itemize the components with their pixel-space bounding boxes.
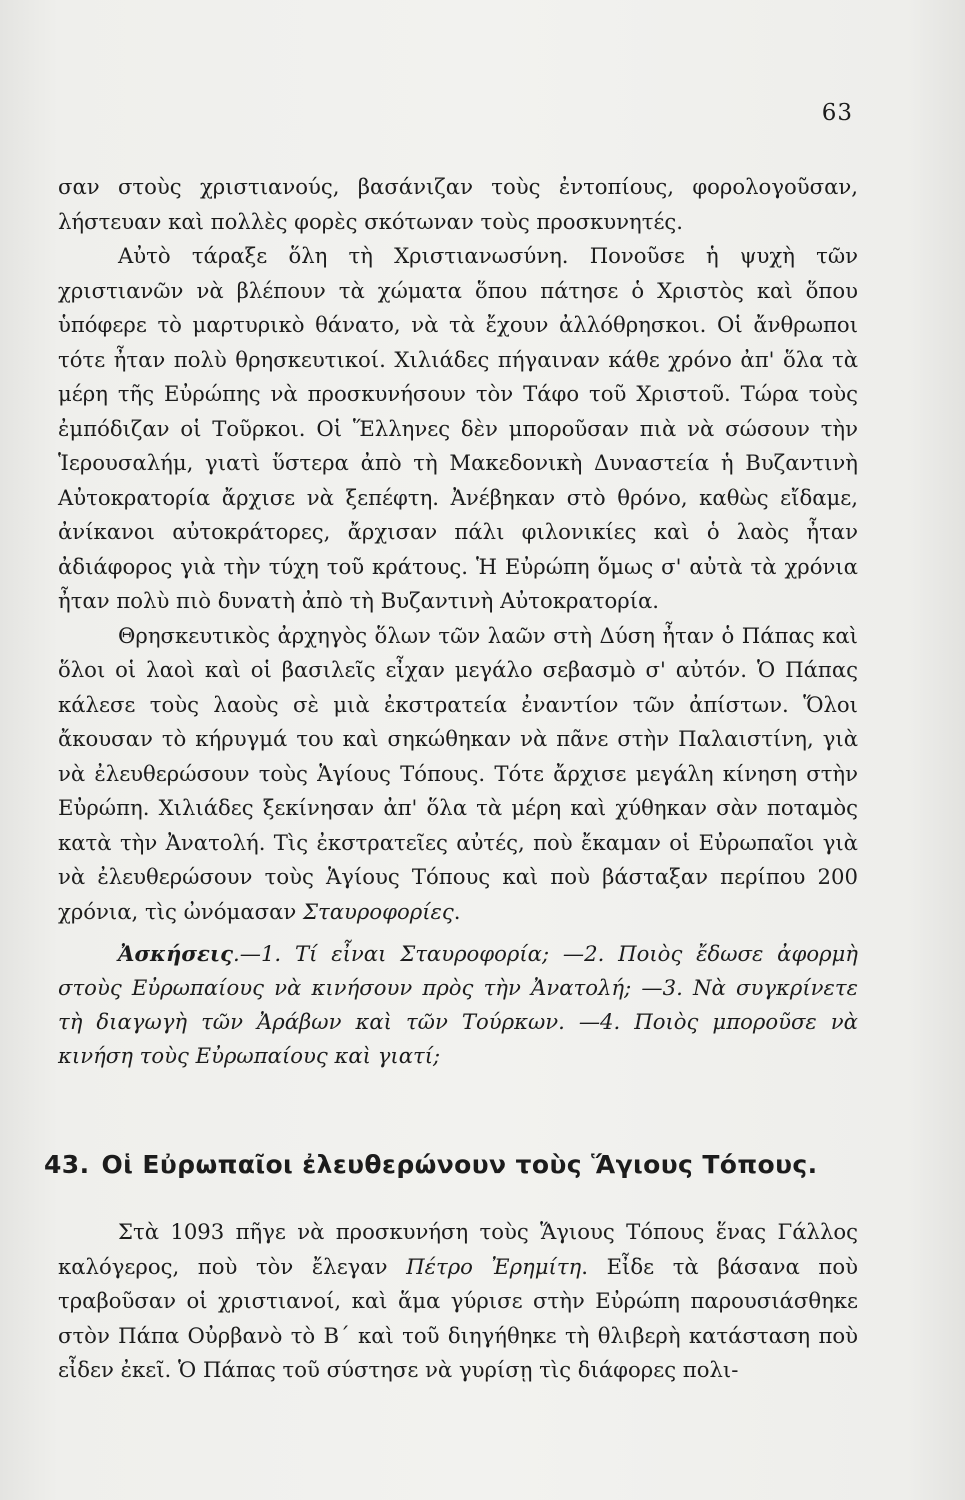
paragraph-peter-part2: . Εἶδε τὰ βάσανα ποὺ τραβοῦσαν οἱ χριστιανοί, καὶ ἅμα γύρισε στὴν Εὐρώπη παρουσιάσθηκε στὸν Πάπα Οὐρβανὸ τὸ Β΄ καὶ τοῦ διηγήθηκε τὴ θλιβερὴ κατάσταση ποὺ εἶδεν ἐκεῖ. Ὁ Πάπας τοῦ σύστησε νὰ γυρίσῃ τὶς διάφορες πολι- xyxy=(58,1253,858,1382)
body-text xyxy=(58,170,858,1073)
section-number: 43. xyxy=(44,1150,90,1179)
paragraph-continuation: σαν στοὺς χριστιανούς, βασάνιζαν τοὺς ἐντοπίους, φορολογοῦσαν, λήστευαν καὶ πολλὲς φορὲς σκότωναν τοὺς προσκυνητές. xyxy=(58,174,858,234)
paragraph-peter-hermit xyxy=(58,1215,858,1388)
name-peter-hermit: Πέτρο Ἐρημίτη xyxy=(406,1253,582,1279)
section-body xyxy=(58,1215,858,1388)
exercises-label: Ἀσκήσεις xyxy=(118,941,234,966)
term-crusades-period: . xyxy=(453,898,461,924)
paragraph-peter-part1: Στὰ 1093 πῆγε νὰ προσκυνήση τοὺς Ἅγιους Τόπους ἕνας Γάλλος καλόγερος, ποὺ τὸν ἔλεγαν xyxy=(58,1219,858,1279)
paragraph-pope xyxy=(58,619,858,930)
section-heading xyxy=(44,1150,874,1179)
section-title: Οἱ Εὐρωπαῖοι ἐλευθερώνουν τοὺς Ἅγιους Τόπους. xyxy=(101,1150,818,1179)
paragraph-pope-text: Θρησκευτικὸς ἀρχηγὸς ὅλων τῶν λαῶν στὴ Δύση ἦταν ὁ Πάπας καὶ ὅλοι οἱ λαοὶ καὶ οἱ βασιλεῖς εἶχαν μεγάλο σεβασμὸ σ' αὐτόν. Ὁ Πάπας κάλεσε τοὺς λαοὺς σὲ μιὰ ἐκστρατεία ἐναντίον τῶν ἀπίστων. Ὅλοι ἄκουσαν τὸ κήρυγμά του καὶ σηκώθηκαν νὰ πᾶνε στὴν Παλαιστίνη, γιὰ νὰ ἐλευθερώσουν τοὺς Ἁγίους Τόπους. Τότε ἄρχισε μεγάλη κίνηση στὴν Εὐρώπη. Χιλιάδες ξεκίνησαν ἀπ' ὅλα τὰ μέρη καὶ χύθηκαν σὰν ποταμὸς κατὰ τὴν Ἀνατολή. Τὶς ἐκστρατεῖες αὐτές, ποὺ ἔκαμαν οἱ Εὐρωπαῖοι γιὰ νὰ ἐλευθερώσουν τοὺς Ἁγίους Τόπους καὶ ποὺ βάσταξαν περίπου 200 χρόνια, τὶς ὠνόμασαν xyxy=(58,622,858,924)
paragraph-christendom: Αὐτὸ τάραξε ὅλη τὴ Χριστιανωσύνη. Πονοῦσε ἡ ψυχὴ τῶν χριστιανῶν νὰ βλέπουν τὰ χώματα ὅπου πάτησε ὁ Χριστὸς καὶ ὅπου ὑπόφερε τὸ μαρτυρικὸ θάνατο, νὰ τὰ ἔχουν ἀλλόθρησκοι. Οἱ ἄνθρωποι τότε ἦταν πολὺ θρησκευτικοί. Χιλιάδες πήγαιναν κάθε χρόνο ἀπ' ὅλα τὰ μέρη τῆς Εὐρώπης νὰ προσκυνήσουν τὸν Τάφο τοῦ Χριστοῦ. Τώρα τοὺς ἐμπόδιζαν οἱ Τοῦρκοι. Οἱ Ἕλληνες δὲν μποροῦσαν πιὰ νὰ σώσουν τὴν Ἱερουσαλήμ, γιατὶ ὕστερα ἀπὸ τὴ Μακεδονικὴ Δυναστεία ἡ Βυζαντινὴ Αὐτοκρατορία ἄρχισε νὰ ξεπέφτη. Ἀνέβηκαν στὸ θρόνο, καθὼς εἴδαμε, ἀνίκανοι αὐτοκράτορες, ἄρχισαν πάλι φιλονικίες καὶ ὁ λαὸς ἦταν ἀδιάφορος γιὰ τὴν τύχη τοῦ κράτους. Ἡ Εὐρώπη ὅμως σ' αὐτὰ τὰ χρόνια ἦταν πολὺ πιὸ δυνατὴ ἀπὸ τὴ Βυζαντινὴ Αὐτοκρατορία. xyxy=(58,243,858,613)
exercises xyxy=(58,937,858,1073)
term-crusades: Σταυροφορίες xyxy=(303,898,454,924)
exercises-text: .—1. Τί εἶναι Σταυροφορία; —2. Ποιὸς ἔδωσε ἀφορμὴ στοὺς Εὐρωπαίους νὰ κινήσουν πρὸς τὴν Ἀνατολή; —3. Νὰ συγκρίνετε τὴ διαγωγὴ τῶν Ἀράβων καὶ τῶν Τούρκων. —4. Ποιὸς μποροῦσε νὰ κινήση τοὺς Εὐρωπαίους καὶ γιατί; xyxy=(58,941,858,1068)
page-number: 63 xyxy=(821,100,853,126)
